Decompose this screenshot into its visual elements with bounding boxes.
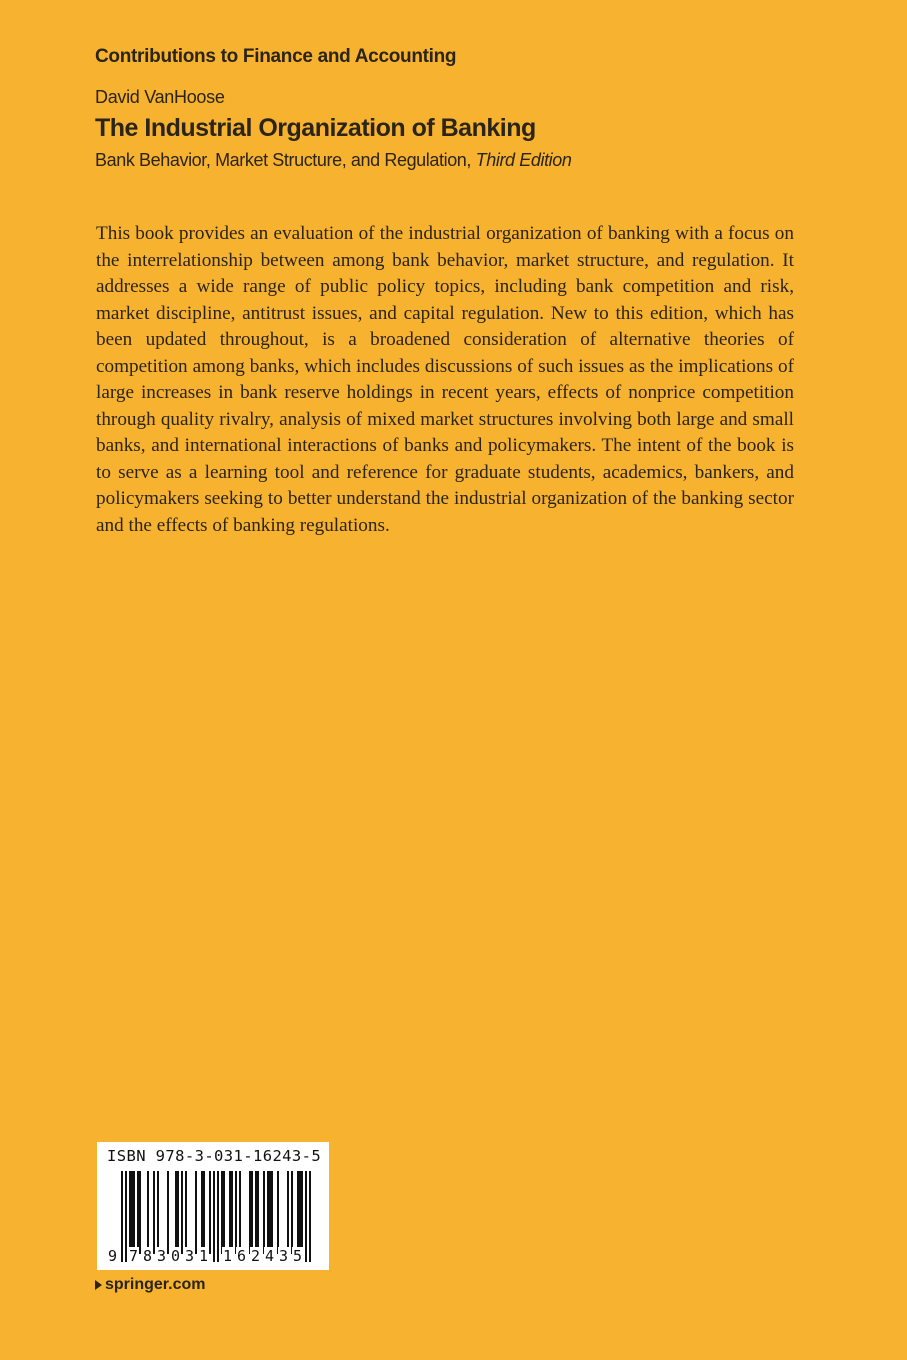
- barcode-digit: 8: [142, 1247, 153, 1265]
- barcode-digit: 1: [222, 1247, 233, 1265]
- barcode-digit: 7: [128, 1247, 139, 1265]
- barcode-digit: 9: [107, 1247, 118, 1265]
- barcode-digit: 2: [250, 1247, 261, 1265]
- barcode-box: [97, 1142, 329, 1270]
- barcode-digit: 3: [184, 1247, 195, 1265]
- barcode-digit: 3: [278, 1247, 289, 1265]
- book-description: This book provides an evaluation of the industrial organization of banking with a focus on the interrelationship between among bank behavior, market structure, and regulation. It addresses a wide range of public policy topics, including bank competition and risk, market discipline, antitrust issues, and capital regulation. New to this edition, which has been updated throughout, is a broadened consideration of alternative theories of competition among banks, which includes discussions of such issues as the implications of large increases in bank reserve holdings in recent years, effects of nonprice competition through quality rivalry, analysis of mixed market structures involving both large and small banks, and international interactions of banks and policymakers. The intent of the book is to serve as a learning tool and reference for graduate students, academics, bankers, and policymakers seeking to better understand the industrial organization of the banking sector and the effects of banking regulations.: [96, 223, 794, 536]
- barcode-digit: 5: [292, 1247, 303, 1265]
- barcode-digit: 0: [170, 1247, 181, 1265]
- publisher-url: springer.com: [105, 1276, 206, 1293]
- subtitle-text: Bank Behavior, Market Structure, and Regulation,: [95, 150, 472, 170]
- triangle-right-icon: [95, 1280, 102, 1290]
- isbn-label: ISBN 978-3-031-16243-5: [107, 1147, 322, 1165]
- edition-text: Third Edition: [475, 150, 572, 170]
- book-subtitle: [95, 150, 572, 171]
- publisher-link[interactable]: [95, 1276, 205, 1294]
- barcode-digit: 4: [264, 1247, 275, 1265]
- barcode-digit: 3: [156, 1247, 167, 1265]
- book-title: The Industrial Organization of Banking: [95, 114, 536, 142]
- barcode-digits: [97, 1142, 329, 1270]
- barcode-digit: 1: [198, 1247, 209, 1265]
- barcode-digit: 6: [236, 1247, 247, 1265]
- author-name: David VanHoose: [95, 87, 225, 107]
- series-title: Contributions to Finance and Accounting: [95, 46, 457, 67]
